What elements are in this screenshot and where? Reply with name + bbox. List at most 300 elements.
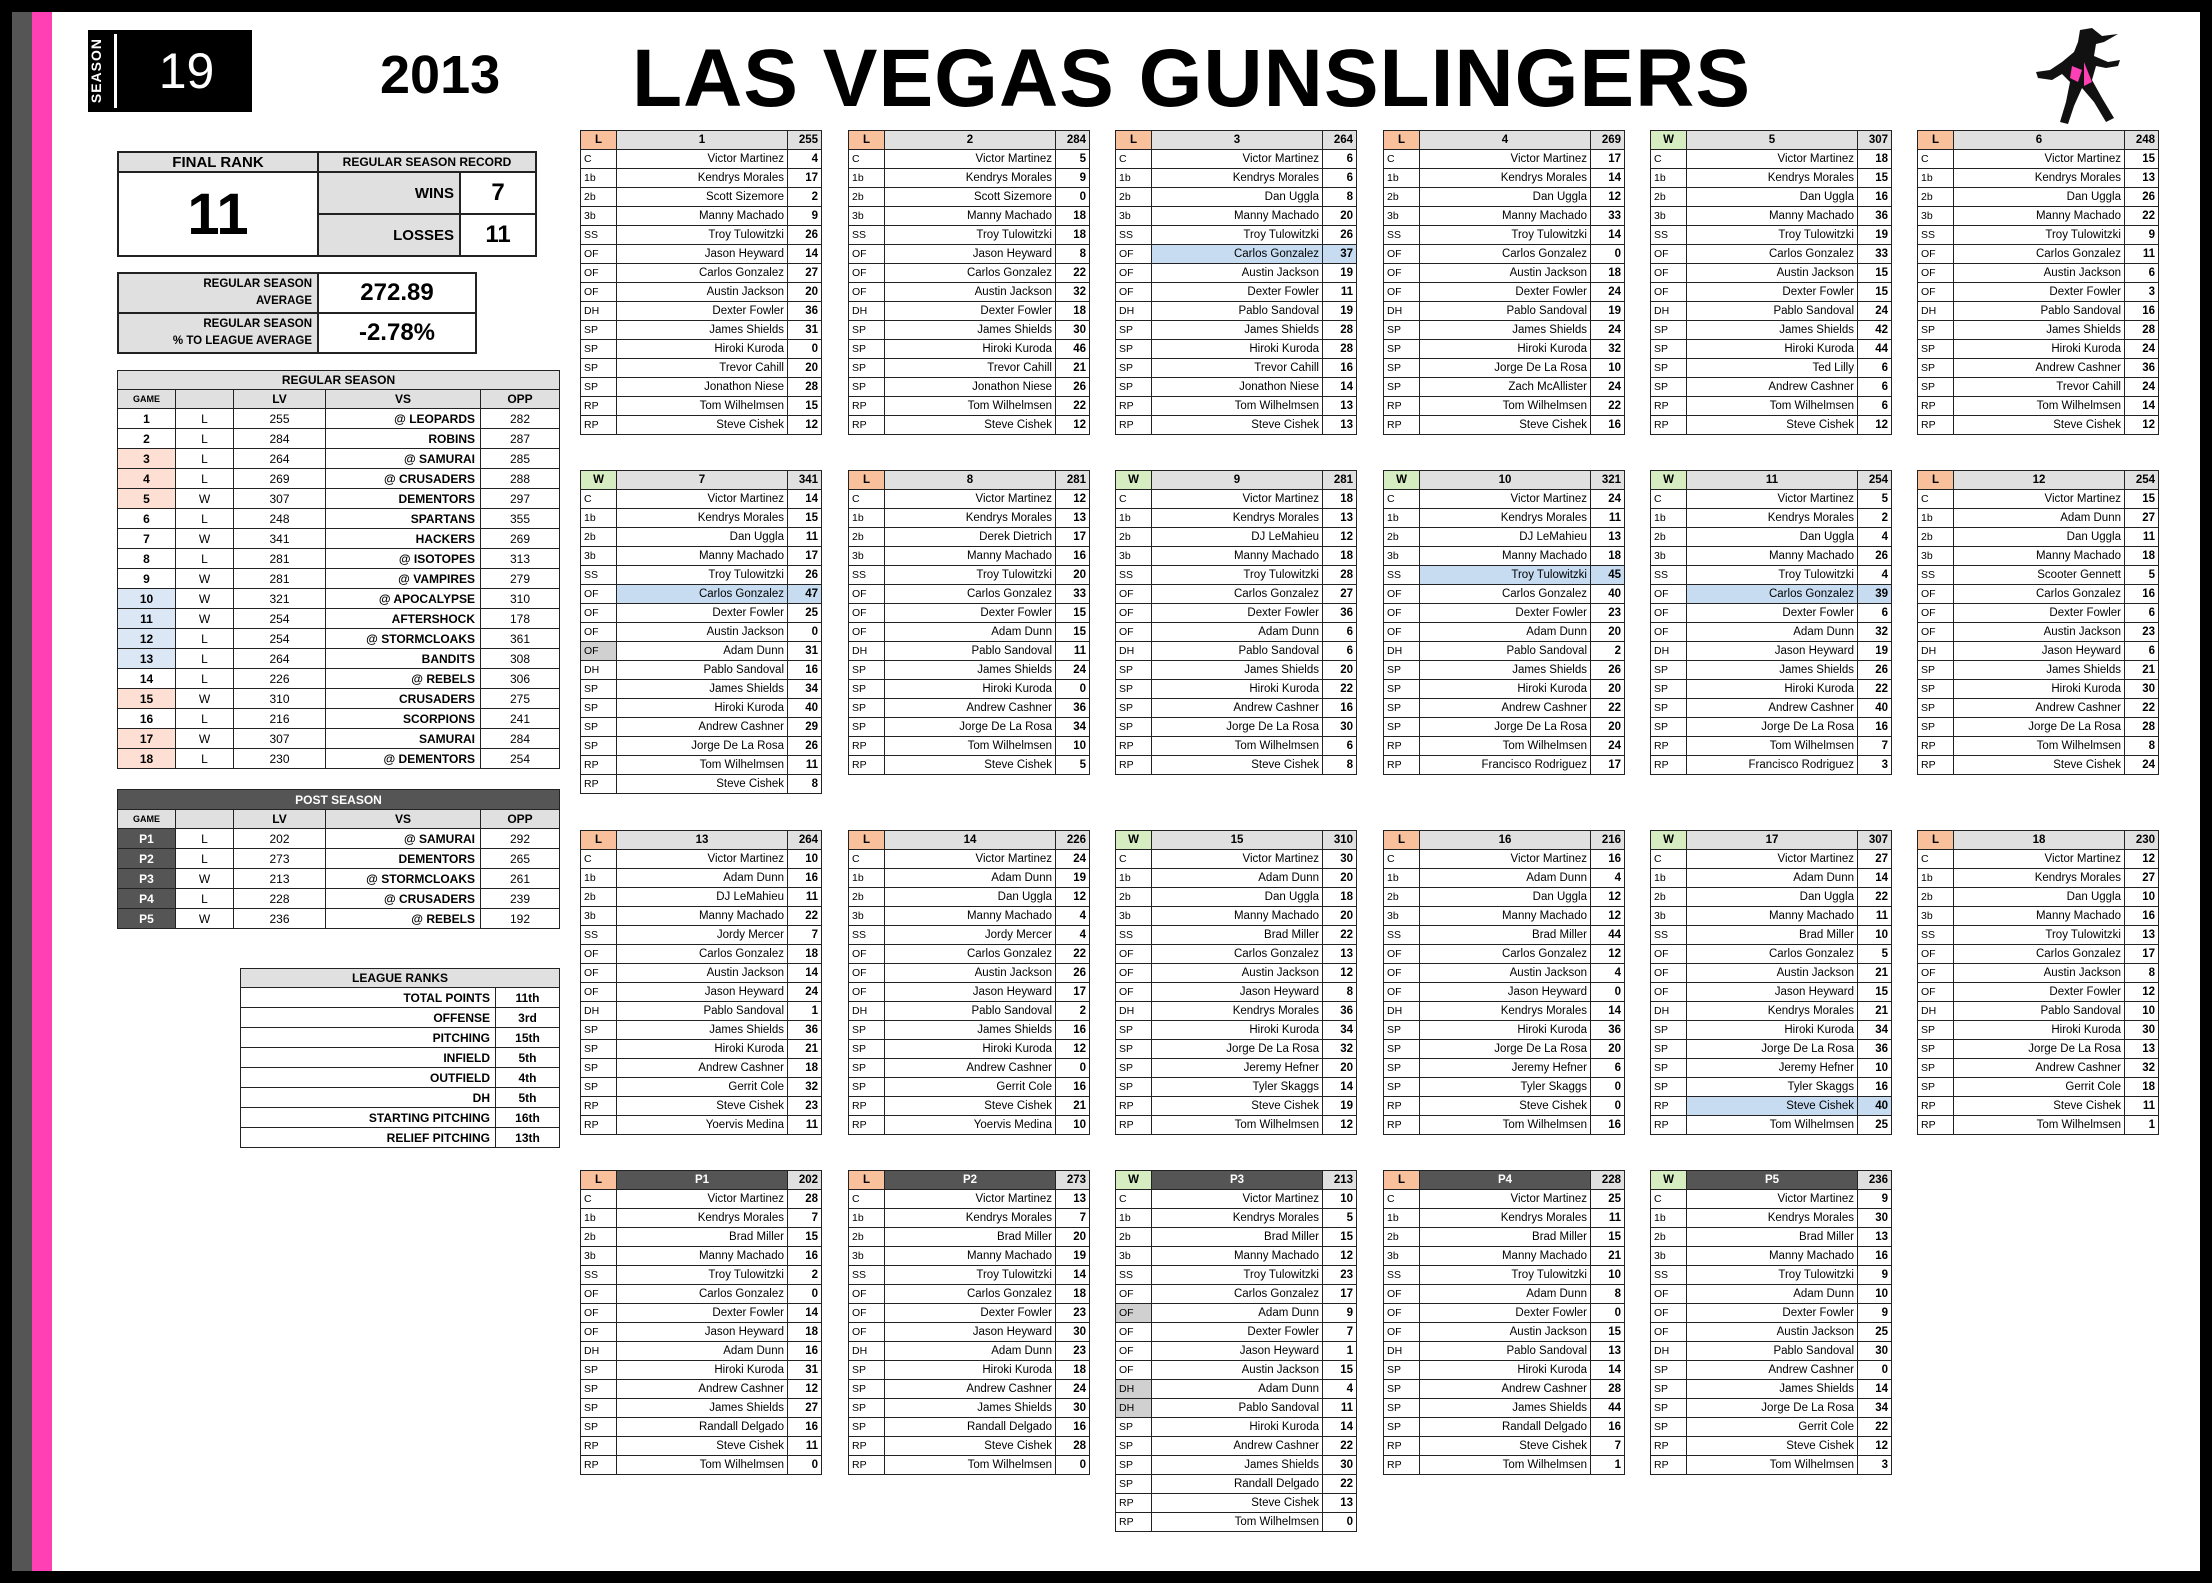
- player-points: 46: [1056, 340, 1090, 359]
- player-row: [1384, 1059, 1625, 1078]
- player-position: RP: [581, 1097, 617, 1116]
- player-row: [1116, 642, 1357, 661]
- player-points: 20: [1323, 207, 1357, 226]
- player-position: DH: [1918, 302, 1954, 321]
- player-row: [581, 604, 822, 623]
- game-result: L: [176, 629, 234, 649]
- game-box-result: W: [581, 471, 617, 490]
- player-position: SP: [849, 1078, 885, 1097]
- left-gray-bar: [12, 12, 32, 1571]
- rank-value: 4th: [496, 1068, 560, 1088]
- player-position: 2b: [1384, 188, 1420, 207]
- player-position: OF: [1116, 585, 1152, 604]
- player-row: [1116, 1228, 1357, 1247]
- player-position: 3b: [581, 207, 617, 226]
- player-position: OF: [849, 283, 885, 302]
- player-points: 20: [1056, 1228, 1090, 1247]
- player-name: Tom Wilhelmsen: [1954, 1116, 2125, 1135]
- opp-score: 288: [481, 469, 560, 489]
- game-box-header: [1116, 1171, 1357, 1190]
- game-box-score: 254: [1858, 471, 1892, 490]
- player-points: 7: [1858, 737, 1892, 756]
- game-number: 6: [118, 509, 176, 529]
- player-position: SP: [1116, 359, 1152, 378]
- regular-season-table: [117, 370, 560, 769]
- player-points: 4: [1858, 566, 1892, 585]
- player-name: Troy Tulowitzki: [617, 1266, 788, 1285]
- player-row: [1651, 642, 1892, 661]
- player-name: Kendrys Morales: [1687, 1209, 1858, 1228]
- player-name: Randall Delgado: [885, 1418, 1056, 1437]
- player-name: Tom Wilhelmsen: [617, 397, 788, 416]
- game-box: [580, 470, 822, 794]
- player-points: 16: [1056, 1078, 1090, 1097]
- player-points: 16: [788, 869, 822, 888]
- player-points: 17: [1591, 756, 1625, 775]
- player-points: 11: [2125, 245, 2159, 264]
- player-position: SP: [1918, 321, 1954, 340]
- game-box: [1917, 130, 2159, 435]
- player-points: 4: [1591, 964, 1625, 983]
- player-row: [1116, 566, 1357, 585]
- player-points: 21: [1858, 1002, 1892, 1021]
- regular-season-row: [118, 749, 560, 769]
- player-row: [581, 1285, 822, 1304]
- player-name: Steve Cishek: [1420, 1097, 1591, 1116]
- player-row: [1384, 1021, 1625, 1040]
- player-points: 31: [788, 1361, 822, 1380]
- pct-label-line2: % TO LEAGUE AVERAGE: [172, 335, 312, 347]
- player-position: SS: [581, 566, 617, 585]
- player-name: Troy Tulowitzki: [885, 226, 1056, 245]
- player-row: [1116, 756, 1357, 775]
- player-points: 25: [1858, 1116, 1892, 1135]
- player-name: Jeremy Hefner: [1420, 1059, 1591, 1078]
- player-position: 3b: [1116, 1247, 1152, 1266]
- page: [12, 12, 2200, 1571]
- game-box-score: 216: [1591, 831, 1625, 850]
- player-position: 1b: [1116, 1209, 1152, 1228]
- player-name: James Shields: [1152, 321, 1323, 340]
- regular-season-row: [118, 509, 560, 529]
- player-points: 19: [1323, 302, 1357, 321]
- player-name: Kendrys Morales: [1152, 1002, 1323, 1021]
- player-position: C: [1651, 1190, 1687, 1209]
- player-name: Tom Wilhelmsen: [617, 756, 788, 775]
- player-points: 1: [2125, 1116, 2159, 1135]
- player-name: Austin Jackson: [1687, 1323, 1858, 1342]
- lv-score: 216: [234, 709, 326, 729]
- player-row: [849, 718, 1090, 737]
- player-points: 28: [1056, 1437, 1090, 1456]
- game-box-number: 12: [1954, 471, 2125, 490]
- player-points: 0: [1591, 983, 1625, 1002]
- lv-score: 269: [234, 469, 326, 489]
- player-name: Tom Wilhelmsen: [1687, 737, 1858, 756]
- player-position: RP: [1918, 737, 1954, 756]
- player-name: Kendrys Morales: [885, 169, 1056, 188]
- player-points: 19: [1323, 1097, 1357, 1116]
- player-points: 30: [2125, 680, 2159, 699]
- player-row: [1384, 226, 1625, 245]
- game-box-score: 228: [1591, 1171, 1625, 1190]
- player-row: [849, 283, 1090, 302]
- player-position: RP: [1384, 1097, 1420, 1116]
- player-points: 6: [1323, 623, 1357, 642]
- player-points: 28: [1323, 340, 1357, 359]
- player-name: Jorge De La Rosa: [1687, 718, 1858, 737]
- player-name: Victor Martinez: [1420, 1190, 1591, 1209]
- player-name: Manny Machado: [1152, 547, 1323, 566]
- game-box-number: 8: [885, 471, 1056, 490]
- player-row: [1918, 1097, 2159, 1116]
- player-points: 14: [2125, 397, 2159, 416]
- player-position: SP: [849, 378, 885, 397]
- player-points: 16: [788, 1418, 822, 1437]
- player-points: 9: [788, 207, 822, 226]
- post-opp-score: 261: [481, 869, 560, 889]
- player-name: Adam Dunn: [1687, 869, 1858, 888]
- player-row: [1651, 1342, 1892, 1361]
- player-name: Carlos Gonzalez: [1152, 585, 1323, 604]
- player-row: [581, 226, 822, 245]
- player-row: [1918, 359, 2159, 378]
- player-points: 0: [788, 1456, 822, 1475]
- player-row: [1918, 888, 2159, 907]
- player-position: SS: [1918, 226, 1954, 245]
- player-points: 12: [2125, 983, 2159, 1002]
- player-position: DH: [1651, 302, 1687, 321]
- player-position: OF: [1384, 1323, 1420, 1342]
- player-row: [849, 378, 1090, 397]
- player-row: [1384, 737, 1625, 756]
- player-name: Manny Machado: [617, 907, 788, 926]
- player-position: OF: [1918, 623, 1954, 642]
- player-name: Trevor Cahill: [885, 359, 1056, 378]
- player-position: C: [1918, 850, 1954, 869]
- player-row: [1384, 283, 1625, 302]
- player-name: Kendrys Morales: [885, 1209, 1056, 1228]
- player-name: Austin Jackson: [1420, 1323, 1591, 1342]
- player-points: 27: [1323, 585, 1357, 604]
- player-row: [581, 1209, 822, 1228]
- post-col-opp: OPP: [481, 810, 560, 829]
- player-points: 1: [1323, 1342, 1357, 1361]
- player-points: 6: [1323, 169, 1357, 188]
- player-position: 1b: [1384, 169, 1420, 188]
- game-box: [1383, 830, 1625, 1135]
- player-points: 12: [1591, 907, 1625, 926]
- player-position: SP: [1116, 718, 1152, 737]
- player-name: Victor Martinez: [617, 490, 788, 509]
- player-name: Hiroki Kuroda: [885, 680, 1056, 699]
- player-row: [849, 264, 1090, 283]
- player-points: 6: [1858, 604, 1892, 623]
- player-row: [1651, 604, 1892, 623]
- lv-score: 264: [234, 449, 326, 469]
- game-box-result: W: [1384, 471, 1420, 490]
- player-points: 39: [1858, 585, 1892, 604]
- player-row: [1384, 150, 1625, 169]
- player-row: [1918, 907, 2159, 926]
- player-points: 6: [1858, 378, 1892, 397]
- game-box-header: [1116, 131, 1357, 150]
- player-points: 14: [788, 245, 822, 264]
- player-name: James Shields: [885, 321, 1056, 340]
- player-name: Carlos Gonzalez: [1420, 945, 1591, 964]
- player-points: 8: [1591, 1285, 1625, 1304]
- player-row: [1116, 245, 1357, 264]
- game-box: [848, 1170, 1090, 1475]
- player-position: 1b: [581, 869, 617, 888]
- player-row: [581, 509, 822, 528]
- player-name: Hiroki Kuroda: [1687, 680, 1858, 699]
- player-row: [1116, 283, 1357, 302]
- player-row: [1384, 340, 1625, 359]
- player-name: Carlos Gonzalez: [885, 1285, 1056, 1304]
- player-points: 19: [1858, 226, 1892, 245]
- post-opponent: @ CRUSADERS: [326, 889, 481, 909]
- player-row: [1651, 1021, 1892, 1040]
- player-position: RP: [581, 756, 617, 775]
- player-row: [1116, 1116, 1357, 1135]
- average-table: [117, 272, 477, 354]
- player-points: 20: [1591, 680, 1625, 699]
- game-number: 10: [118, 589, 176, 609]
- lv-score: 230: [234, 749, 326, 769]
- rank-value: 13th: [496, 1128, 560, 1148]
- player-name: Troy Tulowitzki: [1954, 926, 2125, 945]
- player-position: SS: [1651, 566, 1687, 585]
- player-position: RP: [1651, 1097, 1687, 1116]
- player-points: 12: [1323, 528, 1357, 547]
- player-points: 2: [788, 188, 822, 207]
- player-row: [1384, 1040, 1625, 1059]
- lv-score: 255: [234, 409, 326, 429]
- game-box-result: L: [581, 1171, 617, 1190]
- player-row: [1918, 528, 2159, 547]
- player-name: Adam Dunn: [617, 1342, 788, 1361]
- player-points: 16: [788, 661, 822, 680]
- player-points: 16: [2125, 907, 2159, 926]
- player-points: 6: [1858, 359, 1892, 378]
- player-points: 20: [1323, 907, 1357, 926]
- player-points: 2: [1056, 1002, 1090, 1021]
- player-points: 20: [788, 359, 822, 378]
- player-points: 40: [1858, 1097, 1892, 1116]
- player-position: OF: [849, 245, 885, 264]
- player-points: 23: [788, 1097, 822, 1116]
- player-name: Jason Heyward: [1420, 983, 1591, 1002]
- player-points: 16: [1056, 547, 1090, 566]
- player-points: 24: [2125, 756, 2159, 775]
- player-row: [581, 1437, 822, 1456]
- player-points: 16: [1323, 359, 1357, 378]
- player-name: Victor Martinez: [1152, 1190, 1323, 1209]
- player-position: OF: [1116, 1285, 1152, 1304]
- player-name: Kendrys Morales: [1687, 1002, 1858, 1021]
- player-name: Victor Martinez: [617, 1190, 788, 1209]
- post-season-row: [118, 889, 560, 909]
- player-points: 5: [1858, 490, 1892, 509]
- player-position: C: [1651, 150, 1687, 169]
- player-points: 18: [788, 1059, 822, 1078]
- player-position: SP: [1651, 699, 1687, 718]
- player-points: 6: [2125, 264, 2159, 283]
- player-row: [1116, 397, 1357, 416]
- player-row: [581, 1399, 822, 1418]
- player-points: 17: [1591, 150, 1625, 169]
- player-name: James Shields: [1152, 1456, 1323, 1475]
- player-name: Pablo Sandoval: [1954, 302, 2125, 321]
- final-rank-value: 11: [118, 172, 318, 256]
- player-row: [1651, 1266, 1892, 1285]
- lv-score: 307: [234, 729, 326, 749]
- player-points: 1: [788, 1002, 822, 1021]
- player-points: 13: [1056, 1190, 1090, 1209]
- player-name: Dexter Fowler: [1420, 1304, 1591, 1323]
- player-points: 14: [1858, 1380, 1892, 1399]
- player-row: [1116, 680, 1357, 699]
- player-position: RP: [849, 397, 885, 416]
- player-position: SS: [1384, 1266, 1420, 1285]
- player-row: [1116, 188, 1357, 207]
- opp-score: 282: [481, 409, 560, 429]
- player-name: Adam Dunn: [885, 869, 1056, 888]
- player-points: 33: [1056, 585, 1090, 604]
- opp-score: 178: [481, 609, 560, 629]
- player-row: [849, 983, 1090, 1002]
- player-points: 14: [788, 964, 822, 983]
- player-name: Dan Uggla: [1152, 888, 1323, 907]
- player-points: 42: [1858, 321, 1892, 340]
- player-name: Jorge De La Rosa: [1420, 718, 1591, 737]
- player-name: Kendrys Morales: [1954, 169, 2125, 188]
- player-name: Austin Jackson: [1152, 964, 1323, 983]
- player-name: Brad Miller: [617, 1228, 788, 1247]
- player-position: SP: [581, 1021, 617, 1040]
- player-points: 0: [1056, 1059, 1090, 1078]
- player-position: RP: [581, 775, 617, 794]
- player-points: 14: [1591, 226, 1625, 245]
- player-points: 17: [788, 547, 822, 566]
- player-name: Carlos Gonzalez: [1152, 945, 1323, 964]
- player-row: [581, 1078, 822, 1097]
- player-row: [1384, 1285, 1625, 1304]
- player-points: 36: [1323, 604, 1357, 623]
- game-box-score: 321: [1591, 471, 1625, 490]
- player-name: Gerrit Cole: [885, 1078, 1056, 1097]
- player-position: OF: [1384, 945, 1420, 964]
- player-position: SP: [1651, 1361, 1687, 1380]
- player-row: [849, 1078, 1090, 1097]
- player-name: Dexter Fowler: [617, 1304, 788, 1323]
- game-box-score: 248: [2125, 131, 2159, 150]
- player-points: 12: [1056, 416, 1090, 435]
- player-row: [849, 321, 1090, 340]
- player-position: 3b: [1116, 207, 1152, 226]
- player-position: SP: [1384, 680, 1420, 699]
- player-points: 16: [2125, 302, 2159, 321]
- player-position: 2b: [849, 888, 885, 907]
- opponent: @ DEMENTORS: [326, 749, 481, 769]
- player-points: 23: [2125, 623, 2159, 642]
- player-row: [1918, 1116, 2159, 1135]
- player-row: [1651, 850, 1892, 869]
- player-position: C: [581, 150, 617, 169]
- rank-category: OFFENSE: [241, 1008, 496, 1028]
- team-title: LAS VEGAS GUNSLINGERS: [632, 33, 1752, 124]
- player-name: Hiroki Kuroda: [617, 340, 788, 359]
- player-row: [849, 1285, 1090, 1304]
- player-position: RP: [1384, 397, 1420, 416]
- player-points: 0: [1591, 1304, 1625, 1323]
- player-points: 5: [1323, 1209, 1357, 1228]
- game-box-header: [581, 471, 822, 490]
- player-row: [1918, 642, 2159, 661]
- player-position: OF: [581, 623, 617, 642]
- game-box: [1383, 470, 1625, 775]
- player-name: Andrew Cashner: [617, 1380, 788, 1399]
- player-position: SP: [1116, 1040, 1152, 1059]
- player-name: Dexter Fowler: [617, 302, 788, 321]
- player-name: Jorge De La Rosa: [1954, 1040, 2125, 1059]
- player-name: Jason Heyward: [885, 1323, 1056, 1342]
- game-box-result: L: [1918, 471, 1954, 490]
- player-row: [1651, 869, 1892, 888]
- player-points: 32: [1858, 623, 1892, 642]
- player-points: 22: [1591, 699, 1625, 718]
- player-row: [1384, 1361, 1625, 1380]
- player-points: 10: [1858, 1285, 1892, 1304]
- player-name: Manny Machado: [617, 547, 788, 566]
- player-row: [1651, 623, 1892, 642]
- league-rank-row: [241, 1088, 560, 1108]
- player-points: 33: [1858, 245, 1892, 264]
- player-row: [581, 964, 822, 983]
- player-position: SS: [1651, 926, 1687, 945]
- player-points: 16: [1056, 1021, 1090, 1040]
- player-row: [581, 547, 822, 566]
- player-points: 11: [1323, 283, 1357, 302]
- game-box-score: 341: [788, 471, 822, 490]
- player-row: [1116, 907, 1357, 926]
- player-row: [1384, 1002, 1625, 1021]
- player-position: C: [1918, 150, 1954, 169]
- game-box: [1650, 830, 1892, 1135]
- player-row: [849, 528, 1090, 547]
- player-name: Scooter Gennett: [1954, 566, 2125, 585]
- game-result: W: [176, 729, 234, 749]
- player-name: Jordy Mercer: [617, 926, 788, 945]
- player-points: 15: [2125, 150, 2159, 169]
- player-points: 6: [1858, 397, 1892, 416]
- game-box: [848, 130, 1090, 435]
- player-points: 16: [1591, 1116, 1625, 1135]
- player-points: 6: [1591, 1059, 1625, 1078]
- player-name: Steve Cishek: [885, 1097, 1056, 1116]
- wins-label: WINS: [318, 172, 460, 214]
- player-name: Adam Dunn: [1420, 869, 1591, 888]
- player-name: Victor Martinez: [885, 850, 1056, 869]
- player-position: OF: [1384, 1285, 1420, 1304]
- player-row: [1116, 150, 1357, 169]
- player-name: Randall Delgado: [1152, 1475, 1323, 1494]
- player-row: [1918, 869, 2159, 888]
- player-position: SP: [1384, 661, 1420, 680]
- opp-score: 355: [481, 509, 560, 529]
- player-name: Kendrys Morales: [617, 1209, 788, 1228]
